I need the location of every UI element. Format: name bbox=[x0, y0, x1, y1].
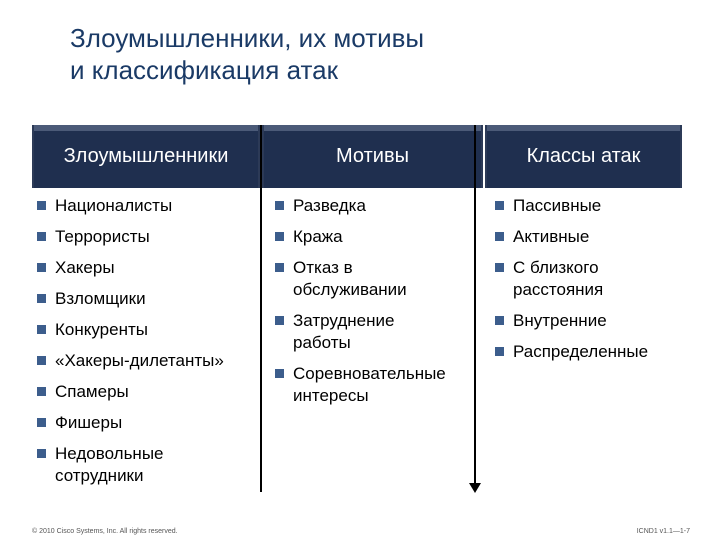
square-bullet-icon bbox=[37, 263, 46, 272]
list-item-text: Затруднение работы bbox=[293, 311, 395, 352]
slide-title-line-1: Злоумышленники, их мотивы bbox=[70, 23, 425, 53]
list-item bbox=[270, 257, 433, 301]
slide-title bbox=[70, 22, 424, 86]
list-item-text: Отказ в обслуживании bbox=[293, 258, 407, 299]
list-item-text: С близкого расстояния bbox=[513, 258, 604, 299]
list-item bbox=[32, 257, 260, 279]
list-item bbox=[32, 226, 260, 248]
square-bullet-icon bbox=[37, 356, 46, 365]
list-item-text: Пассивные bbox=[513, 196, 602, 215]
square-bullet-icon bbox=[37, 232, 46, 241]
list-item-text: Фишеры bbox=[55, 413, 123, 432]
list-item bbox=[270, 195, 480, 217]
list-item-text: Националисты bbox=[55, 196, 173, 215]
square-bullet-icon bbox=[37, 294, 46, 303]
square-bullet-icon bbox=[275, 369, 284, 378]
list-item bbox=[490, 341, 690, 363]
list-item bbox=[32, 443, 195, 487]
square-bullet-icon bbox=[275, 263, 284, 272]
list-item-text: Распределенные bbox=[513, 342, 649, 361]
square-bullet-icon bbox=[37, 387, 46, 396]
arrow-down-icon bbox=[469, 483, 481, 493]
list-item bbox=[32, 195, 260, 217]
list-item-text: Кража bbox=[293, 227, 343, 246]
square-bullet-icon bbox=[37, 418, 46, 427]
list-item-text: Спамеры bbox=[55, 382, 129, 401]
list-item-text: Разведка bbox=[293, 196, 366, 215]
column-header-motives: Мотивы bbox=[262, 125, 483, 188]
square-bullet-icon bbox=[275, 201, 284, 210]
list-item-text: Взломщики bbox=[55, 289, 146, 308]
list-item-text: Конкуренты bbox=[55, 320, 148, 339]
list-item bbox=[32, 350, 260, 372]
motives-list bbox=[270, 195, 480, 407]
list-item-text: Внутренние bbox=[513, 311, 607, 330]
list-item-text: Террористы bbox=[55, 227, 150, 246]
square-bullet-icon bbox=[37, 201, 46, 210]
square-bullet-icon bbox=[37, 449, 46, 458]
list-item-text: Недовольные сотрудники bbox=[55, 444, 164, 485]
square-bullet-icon bbox=[37, 325, 46, 334]
attack-classes-list bbox=[490, 195, 690, 363]
course-code: ICND1 v1.1—1-7 bbox=[636, 528, 690, 535]
list-item bbox=[490, 310, 690, 332]
list-item-text: «Хакеры-дилетанты» bbox=[55, 351, 224, 370]
square-bullet-icon bbox=[495, 263, 504, 272]
column-header-attackers: Злоумышленники bbox=[32, 125, 260, 188]
list-item bbox=[32, 288, 260, 310]
list-item bbox=[490, 226, 690, 248]
column-divider bbox=[260, 125, 262, 492]
list-item bbox=[32, 381, 260, 403]
list-item-text: Соревновательные интересы bbox=[293, 364, 446, 405]
list-item bbox=[270, 226, 480, 248]
copyright-notice: © 2010 Cisco Systems, Inc. All rights reserved. bbox=[32, 528, 178, 535]
square-bullet-icon bbox=[495, 316, 504, 325]
list-item bbox=[270, 363, 473, 407]
list-item-text: Активные bbox=[513, 227, 590, 246]
list-item bbox=[32, 412, 260, 434]
square-bullet-icon bbox=[495, 347, 504, 356]
square-bullet-icon bbox=[495, 201, 504, 210]
list-item bbox=[490, 195, 690, 217]
list-item-text: Хакеры bbox=[55, 258, 115, 277]
column-header-attack-classes: Классы атак bbox=[485, 125, 682, 188]
square-bullet-icon bbox=[495, 232, 504, 241]
square-bullet-icon bbox=[275, 232, 284, 241]
list-item bbox=[270, 310, 433, 354]
square-bullet-icon bbox=[275, 316, 284, 325]
list-item bbox=[32, 319, 260, 341]
list-item bbox=[490, 257, 653, 301]
attackers-list bbox=[32, 195, 260, 487]
slide-title-line-2: и классификация атак bbox=[70, 55, 338, 85]
